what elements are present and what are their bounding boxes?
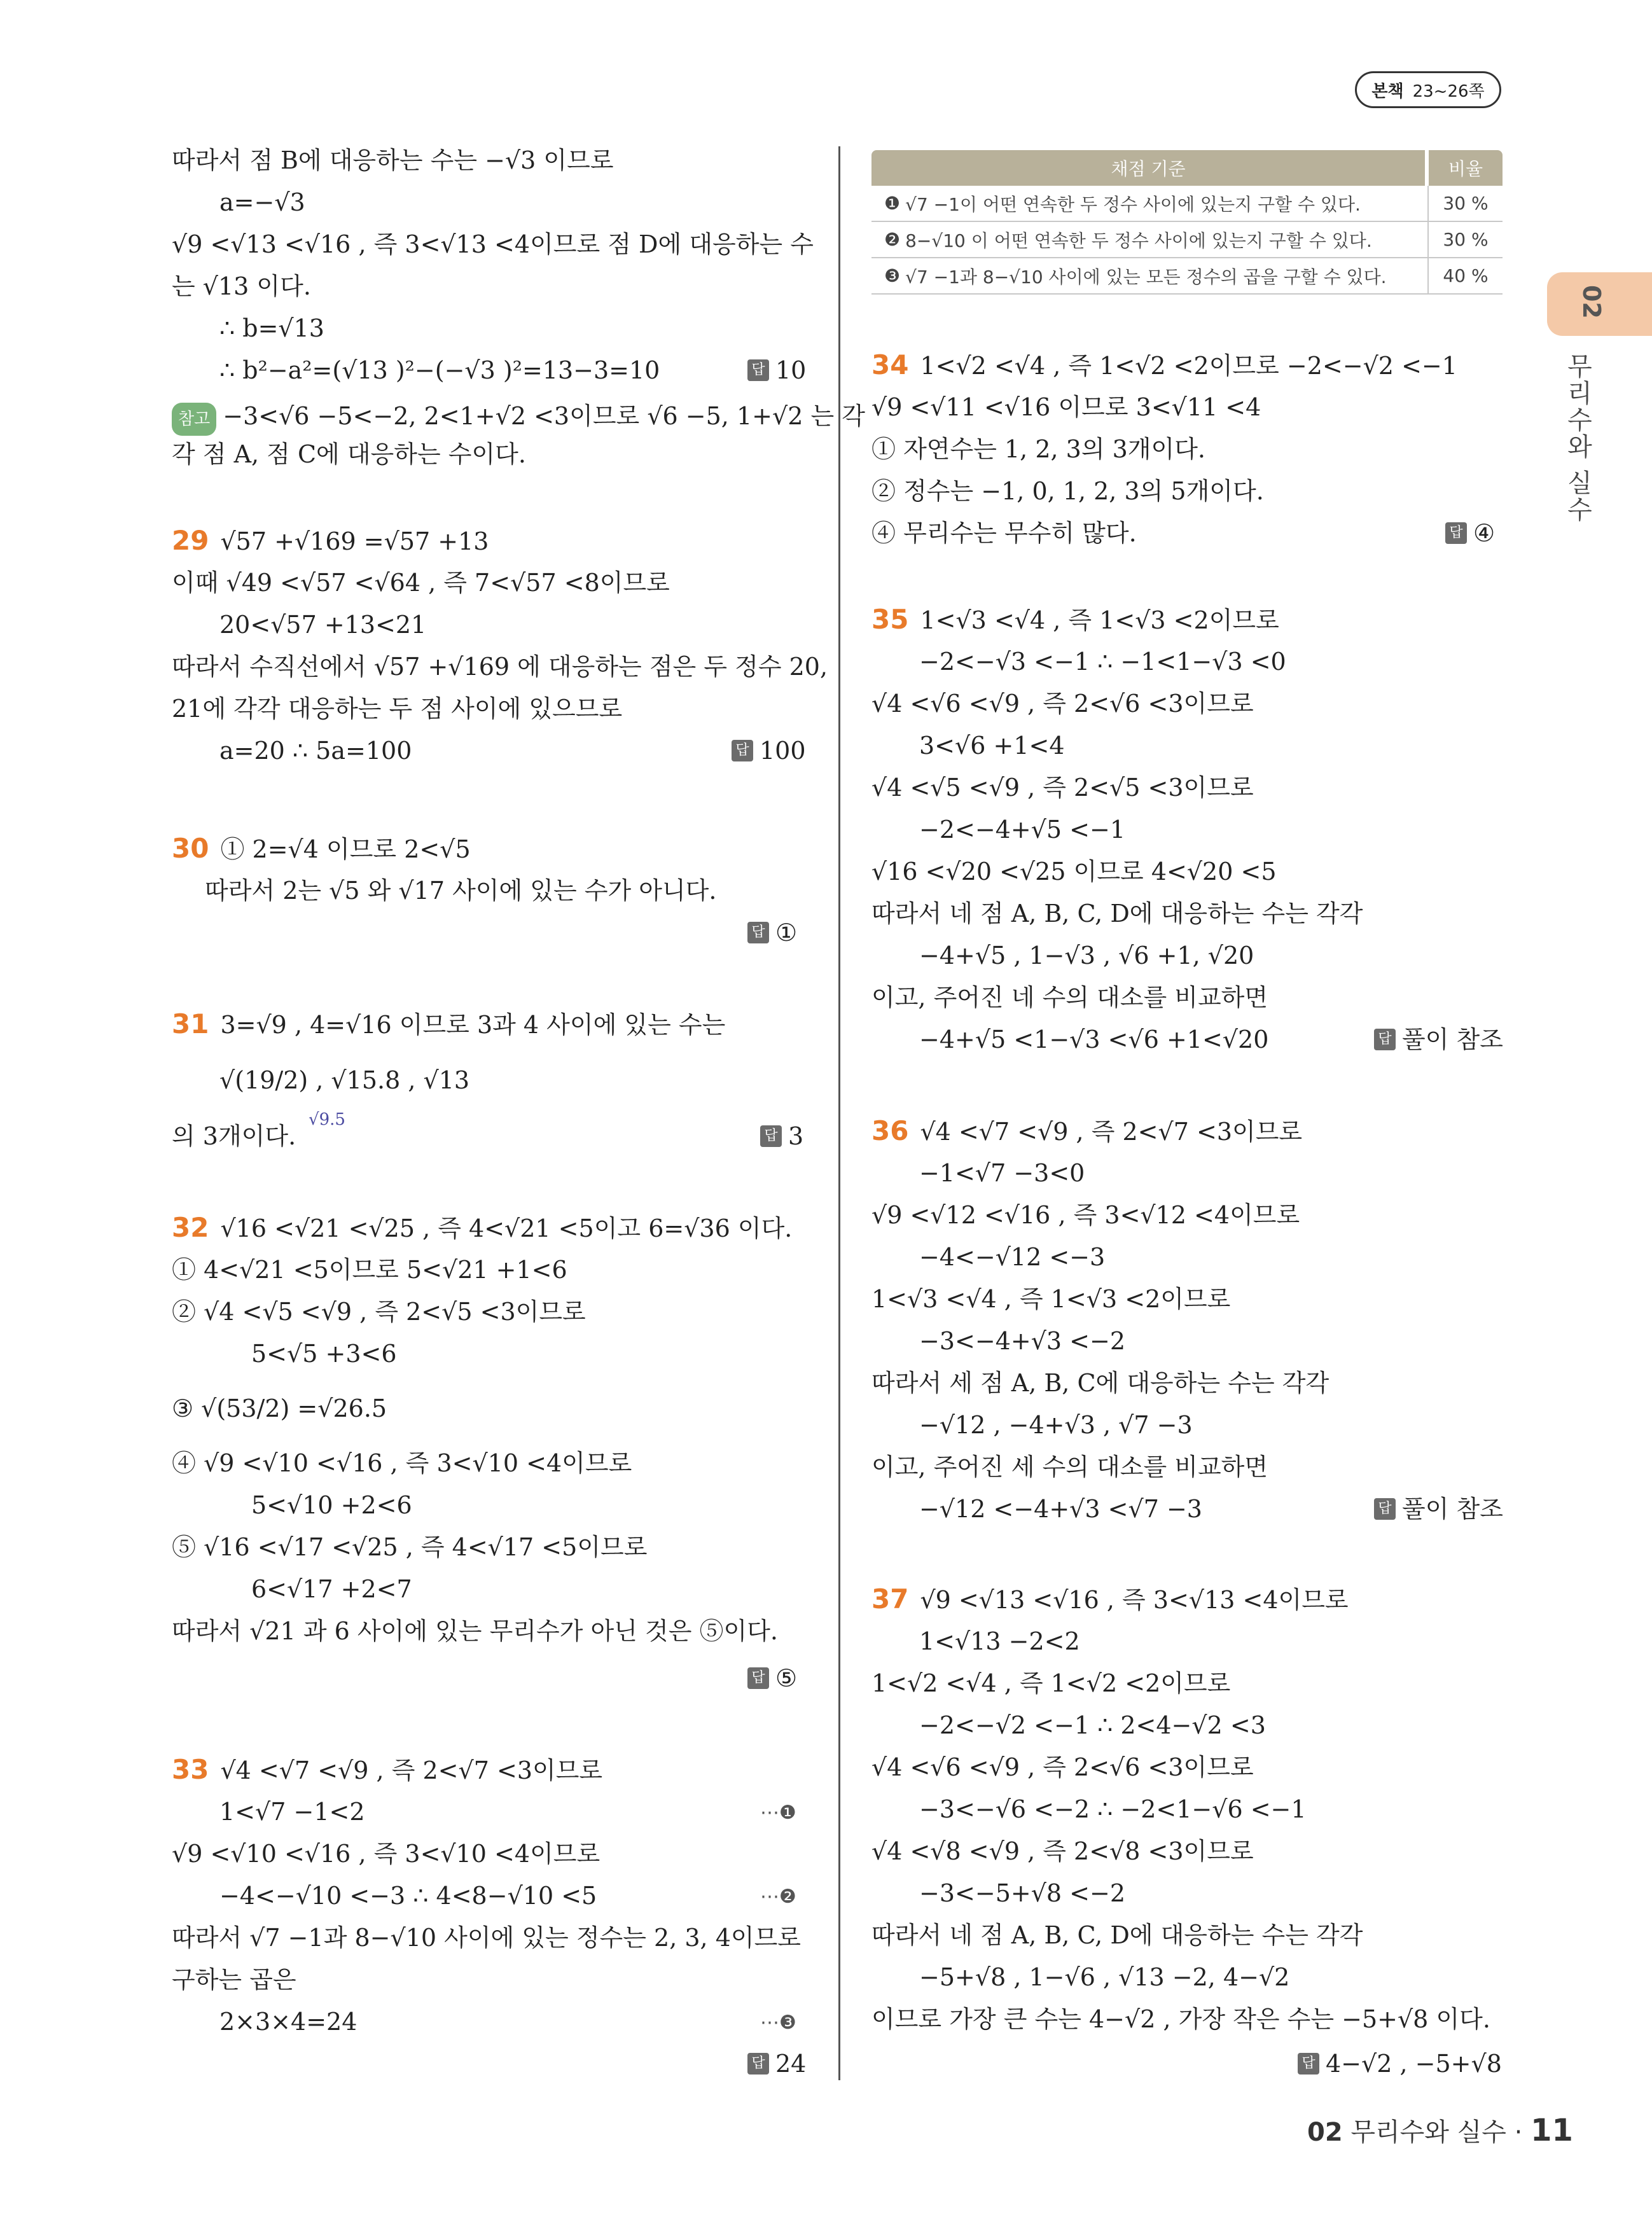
text-line: 따라서 √21 과 6 사이에 있는 무리수가 아닌 것은 ⑤이다. (172, 1617, 778, 1645)
answer-icon: 답 (1374, 1498, 1396, 1520)
text-line: −2<−4+√5 <−1 (919, 816, 1126, 844)
text-line: 21에 각각 대응하는 두 점 사이에 있으므로 (172, 695, 623, 723)
text-line: a=20 ∴ 5a=100 (219, 737, 412, 765)
text-line: 5<√5 +3<6 (251, 1340, 397, 1368)
text-line: ∴ b²−a²=(√13 )²−(−√3 )²=13−3=10 (219, 356, 660, 384)
text-line: √9 <√10 <√16 , 즉 3<√10 <4이므로 (172, 1840, 600, 1868)
answer-33 (747, 2048, 806, 2079)
text-line: 1<√3 <√4 , 즉 1<√3 <2이므로 (920, 606, 1279, 634)
table-cell-criteria (871, 222, 1429, 257)
text-line: −√12 <−4+√3 <√7 −3 (919, 1495, 1202, 1523)
text-line: √4 <√7 <√9 , 즉 2<√7 <3이므로 (920, 1118, 1303, 1146)
note-line: 각 점 A, 점 C에 대응하는 수이다. (172, 440, 526, 468)
answer-36 (1374, 1494, 1503, 1524)
problem-31-line (172, 1009, 725, 1040)
problem-36-line (871, 1116, 1302, 1147)
text-line: √16 <√20 <√25 이므로 4<√20 <5 (871, 858, 1277, 886)
table-cell-criteria (871, 186, 1429, 221)
answer-37 (1298, 2048, 1502, 2079)
text-line: ∴ b=√13 (219, 314, 324, 342)
answer-value: ⑤ (775, 1664, 798, 1692)
text-line: 따라서 수직선에서 √57 +√169 에 대응하는 점은 두 정수 20, (172, 653, 828, 681)
answer-32 (747, 1663, 797, 1693)
text-line: 이때 √49 <√57 <√64 , 즉 7<√57 <8이므로 (172, 569, 670, 597)
answer-icon: 답 (1445, 522, 1467, 544)
text-line: −4+√5 , 1−√3 , √6 +1, √20 (919, 942, 1254, 970)
step-number: ❸ (884, 265, 901, 286)
text-line: √4 <√6 <√9 , 즉 2<√6 <3이므로 (871, 1753, 1254, 1781)
text-line: 6<√17 +2<7 (251, 1575, 412, 1603)
text-line: ① 2=√4 이므로 2<√5 (220, 835, 471, 863)
table-row (871, 222, 1503, 258)
text-line: ④ √9 <√10 <√16 , 즉 3<√10 <4이므로 (172, 1449, 632, 1477)
step-number: ❶ (884, 193, 901, 214)
text-line: ⑤ √16 <√17 <√25 , 즉 4<√17 <5이므로 (172, 1533, 648, 1561)
text-line: √16 <√21 <√25 , 즉 4<√21 <5이고 6=√36 이다. (220, 1214, 793, 1242)
answer-icon: 답 (747, 2053, 769, 2075)
text-line: √4 <√7 <√9 , 즉 2<√7 <3이므로 (220, 1756, 603, 1784)
text-line: 따라서 √7 −1과 8−√10 사이에 있는 정수는 2, 3, 4이므로 (172, 1924, 802, 1952)
step-marker: ⋯❸ (760, 2012, 796, 2034)
text-line: 이고, 주어진 네 수의 대소를 비교하면 (871, 983, 1268, 1011)
answer-icon: 답 (732, 740, 753, 761)
text-line: √9 <√13 <√16 , 즉 3<√13 <4이므로 (920, 1586, 1349, 1614)
text-line: 의 3개이다. (172, 1122, 296, 1150)
footer-chapter-title: 무리수와 실수 (1350, 2118, 1506, 2147)
text-line: −√12 , −4+√3 , √7 −3 (919, 1411, 1193, 1439)
step-marker: ⋯❷ (760, 1886, 796, 1908)
text-line: 3<√6 +1<4 (919, 732, 1065, 760)
column-divider (838, 146, 840, 2080)
problem-30-line (172, 833, 471, 865)
answer-value: 10 (775, 356, 807, 384)
answer-icon: 답 (1298, 2053, 1319, 2075)
text-line: √4 <√6 <√9 , 즉 2<√6 <3이므로 (871, 690, 1254, 718)
table-header-ratio: 비율 (1429, 150, 1503, 186)
problem-number: 33 (172, 1754, 209, 1785)
table-cell-ratio: 40 % (1443, 265, 1489, 286)
text-line: 1<√7 −1<2 (219, 1798, 365, 1826)
answer-value: ① (775, 919, 798, 947)
answer-31 (760, 1121, 803, 1151)
problem-number: 34 (871, 349, 909, 380)
problem-35-line (871, 604, 1279, 636)
text-line: √4 <√5 <√9 , 즉 2<√5 <3이므로 (871, 774, 1254, 802)
annotation-text: √9.5 (309, 1110, 345, 1129)
text-line: ② 정수는 −1, 0, 1, 2, 3의 5개이다. (871, 477, 1264, 505)
problem-number: 31 (172, 1008, 209, 1039)
table-cell-criteria (871, 258, 1429, 293)
problem-number: 35 (871, 604, 909, 635)
text-line: −2<−√3 <−1 ∴ −1<1−√3 <0 (919, 648, 1286, 676)
answer-value: 3 (788, 1122, 804, 1150)
text-line: √57 +√169 =√57 +13 (220, 527, 489, 555)
problem-number: 32 (172, 1212, 209, 1243)
answer-icon: 답 (747, 359, 769, 381)
step-number: ❷ (884, 229, 901, 250)
text-line: 1<√13 −2<2 (919, 1627, 1080, 1655)
answer-value: 100 (760, 737, 806, 765)
answer-34 (1445, 518, 1495, 548)
text-line: √9 <√11 <√16 이므로 3<√11 <4 (871, 393, 1261, 421)
text-line: 1<√2 <√4 , 즉 1<√2 <2이므로 −2<−√2 <−1 (920, 352, 1457, 380)
criteria-text: 8−√10 이 어떤 연속한 두 정수 사이에 있는지 구할 수 있다. (905, 230, 1372, 251)
problem-32-line (172, 1213, 792, 1244)
text-line: ① 4<√21 <5이므로 5<√21 +1<6 (172, 1256, 567, 1284)
text-line: ③ √(53/2) =√26.5 (172, 1394, 387, 1422)
page-footer (1307, 2112, 1573, 2148)
text-line: 2×3×4=24 (219, 2008, 357, 2036)
answer-value: ④ (1473, 519, 1496, 547)
table-cell-ratio: 30 % (1443, 229, 1489, 250)
problem-33-line (172, 1755, 602, 1786)
text-line: 20<√57 +13<21 (219, 611, 427, 639)
note-text: −3<√6 −5<−2, 2<1+√2 <3이므로 √6 −5, 1+√2 는 각 (223, 402, 865, 430)
text-line: √4 <√8 <√9 , 즉 2<√8 <3이므로 (871, 1837, 1254, 1865)
text-line: ② √4 <√5 <√9 , 즉 2<√5 <3이므로 (172, 1298, 586, 1326)
table-row (871, 258, 1503, 295)
answer-35 (1374, 1024, 1503, 1055)
page-reference-pages: 23~26쪽 (1412, 81, 1485, 101)
text-line: −3<−5+√8 <−2 (919, 1879, 1126, 1907)
text-line: √9 <√13 <√16 , 즉 3<√13 <4이므로 점 D에 대응하는 수 (172, 230, 814, 258)
text-line: 5<√10 +2<6 (251, 1491, 412, 1519)
problem-34-line (871, 350, 1457, 381)
chapter-tab-number: 02 (1578, 285, 1606, 319)
text-line: a=−√3 (219, 188, 305, 216)
answer-30 (747, 917, 797, 948)
text-line: 따라서 세 점 A, B, C에 대응하는 수는 각각 (871, 1369, 1329, 1397)
table-cell-ratio: 30 % (1443, 193, 1489, 214)
text-line: 따라서 점 B에 대응하는 수는 −√3 이므로 (172, 146, 614, 174)
text-line: 1<√2 <√4 , 즉 1<√2 <2이므로 (871, 1669, 1231, 1697)
text-line: −4<−√12 <−3 (919, 1243, 1106, 1271)
grading-criteria-table (871, 150, 1503, 295)
answer-icon: 답 (1374, 1029, 1396, 1050)
text-line: √9 <√12 <√16 , 즉 3<√12 <4이므로 (871, 1201, 1300, 1229)
step-marker: ⋯❶ (760, 1802, 796, 1824)
text-line: 구하는 곱은 (172, 1966, 296, 1994)
footer-separator: · (1514, 2118, 1523, 2147)
text-line: ④ 무리수는 무수히 많다. (871, 519, 1137, 547)
text-line: 따라서 네 점 A, B, C, D에 대응하는 수는 각각 (871, 900, 1363, 928)
text-line: ① 자연수는 1, 2, 3의 3개이다. (871, 435, 1206, 463)
note-badge: 참고 (172, 403, 216, 436)
text-line: 이므로 가장 큰 수는 4−√2 , 가장 작은 수는 −5+√8 이다. (871, 2005, 1490, 2033)
note-line (172, 401, 865, 436)
criteria-text: √7 −1과 8−√10 사이에 있는 모든 정수의 곱을 구할 수 있다. (905, 266, 1387, 288)
text-line: 3=√9 , 4=√16 이므로 3과 4 사이에 있는 수는 (220, 1011, 726, 1039)
problem-number: 37 (871, 1583, 909, 1615)
answer-value: 4−√2 , −5+√8 (1326, 2050, 1502, 2078)
answer-29 (732, 735, 806, 766)
page-reference-label: 본책 (1371, 81, 1404, 101)
text-line: −5+√8 , 1−√6 , √13 −2, 4−√2 (919, 1963, 1290, 1991)
table-header (871, 150, 1503, 186)
text-line: 는 √13 이다. (172, 272, 311, 300)
answer-value: 24 (775, 2050, 807, 2078)
problem-number: 29 (172, 525, 209, 556)
criteria-text: √7 −1이 어떤 연속한 두 정수 사이에 있는지 구할 수 있다. (905, 193, 1361, 215)
answer-value: 풀이 참조 (1402, 1025, 1503, 1053)
text-line: −2<−√2 <−1 ∴ 2<4−√2 <3 (919, 1711, 1266, 1739)
problem-number: 30 (172, 833, 209, 864)
page-reference-badge (1355, 71, 1501, 108)
chapter-side-title: 무리수와 실수 (1563, 353, 1592, 523)
text-line: −1<√7 −3<0 (919, 1159, 1085, 1187)
text-line: 이고, 주어진 세 수의 대소를 비교하면 (871, 1453, 1268, 1481)
answer-icon: 답 (747, 1667, 769, 1689)
chapter-tab (1547, 272, 1652, 336)
table-header-criteria: 채점 기준 (871, 150, 1425, 186)
text-line: −4<−√10 <−3 ∴ 4<8−√10 <5 (219, 1882, 597, 1910)
problem-29-line (172, 525, 489, 557)
problem-number: 36 (871, 1115, 909, 1146)
text-line: −3<−4+√3 <−2 (919, 1327, 1126, 1355)
answer-icon: 답 (760, 1125, 782, 1147)
problem-37-line (871, 1584, 1349, 1615)
text-line: −3<−√6 <−2 ∴ −2<1−√6 <−1 (919, 1795, 1307, 1823)
answer-28 (747, 355, 806, 386)
text-line: √(19/2) , √15.8 , √13 (219, 1066, 470, 1094)
answer-icon: 답 (747, 922, 769, 943)
footer-chapter-number: 02 (1307, 2118, 1343, 2147)
answer-value: 풀이 참조 (1402, 1495, 1503, 1523)
text-line: 따라서 2는 √5 와 √17 사이에 있는 수가 아니다. (205, 877, 717, 905)
text-line: 따라서 네 점 A, B, C, D에 대응하는 수는 각각 (871, 1921, 1363, 1949)
table-row (871, 186, 1503, 222)
text-line: 1<√3 <√4 , 즉 1<√3 <2이므로 (871, 1285, 1231, 1313)
text-line: −4+√5 <1−√3 <√6 +1<√20 (919, 1025, 1269, 1053)
page-number: 11 (1531, 2113, 1573, 2148)
